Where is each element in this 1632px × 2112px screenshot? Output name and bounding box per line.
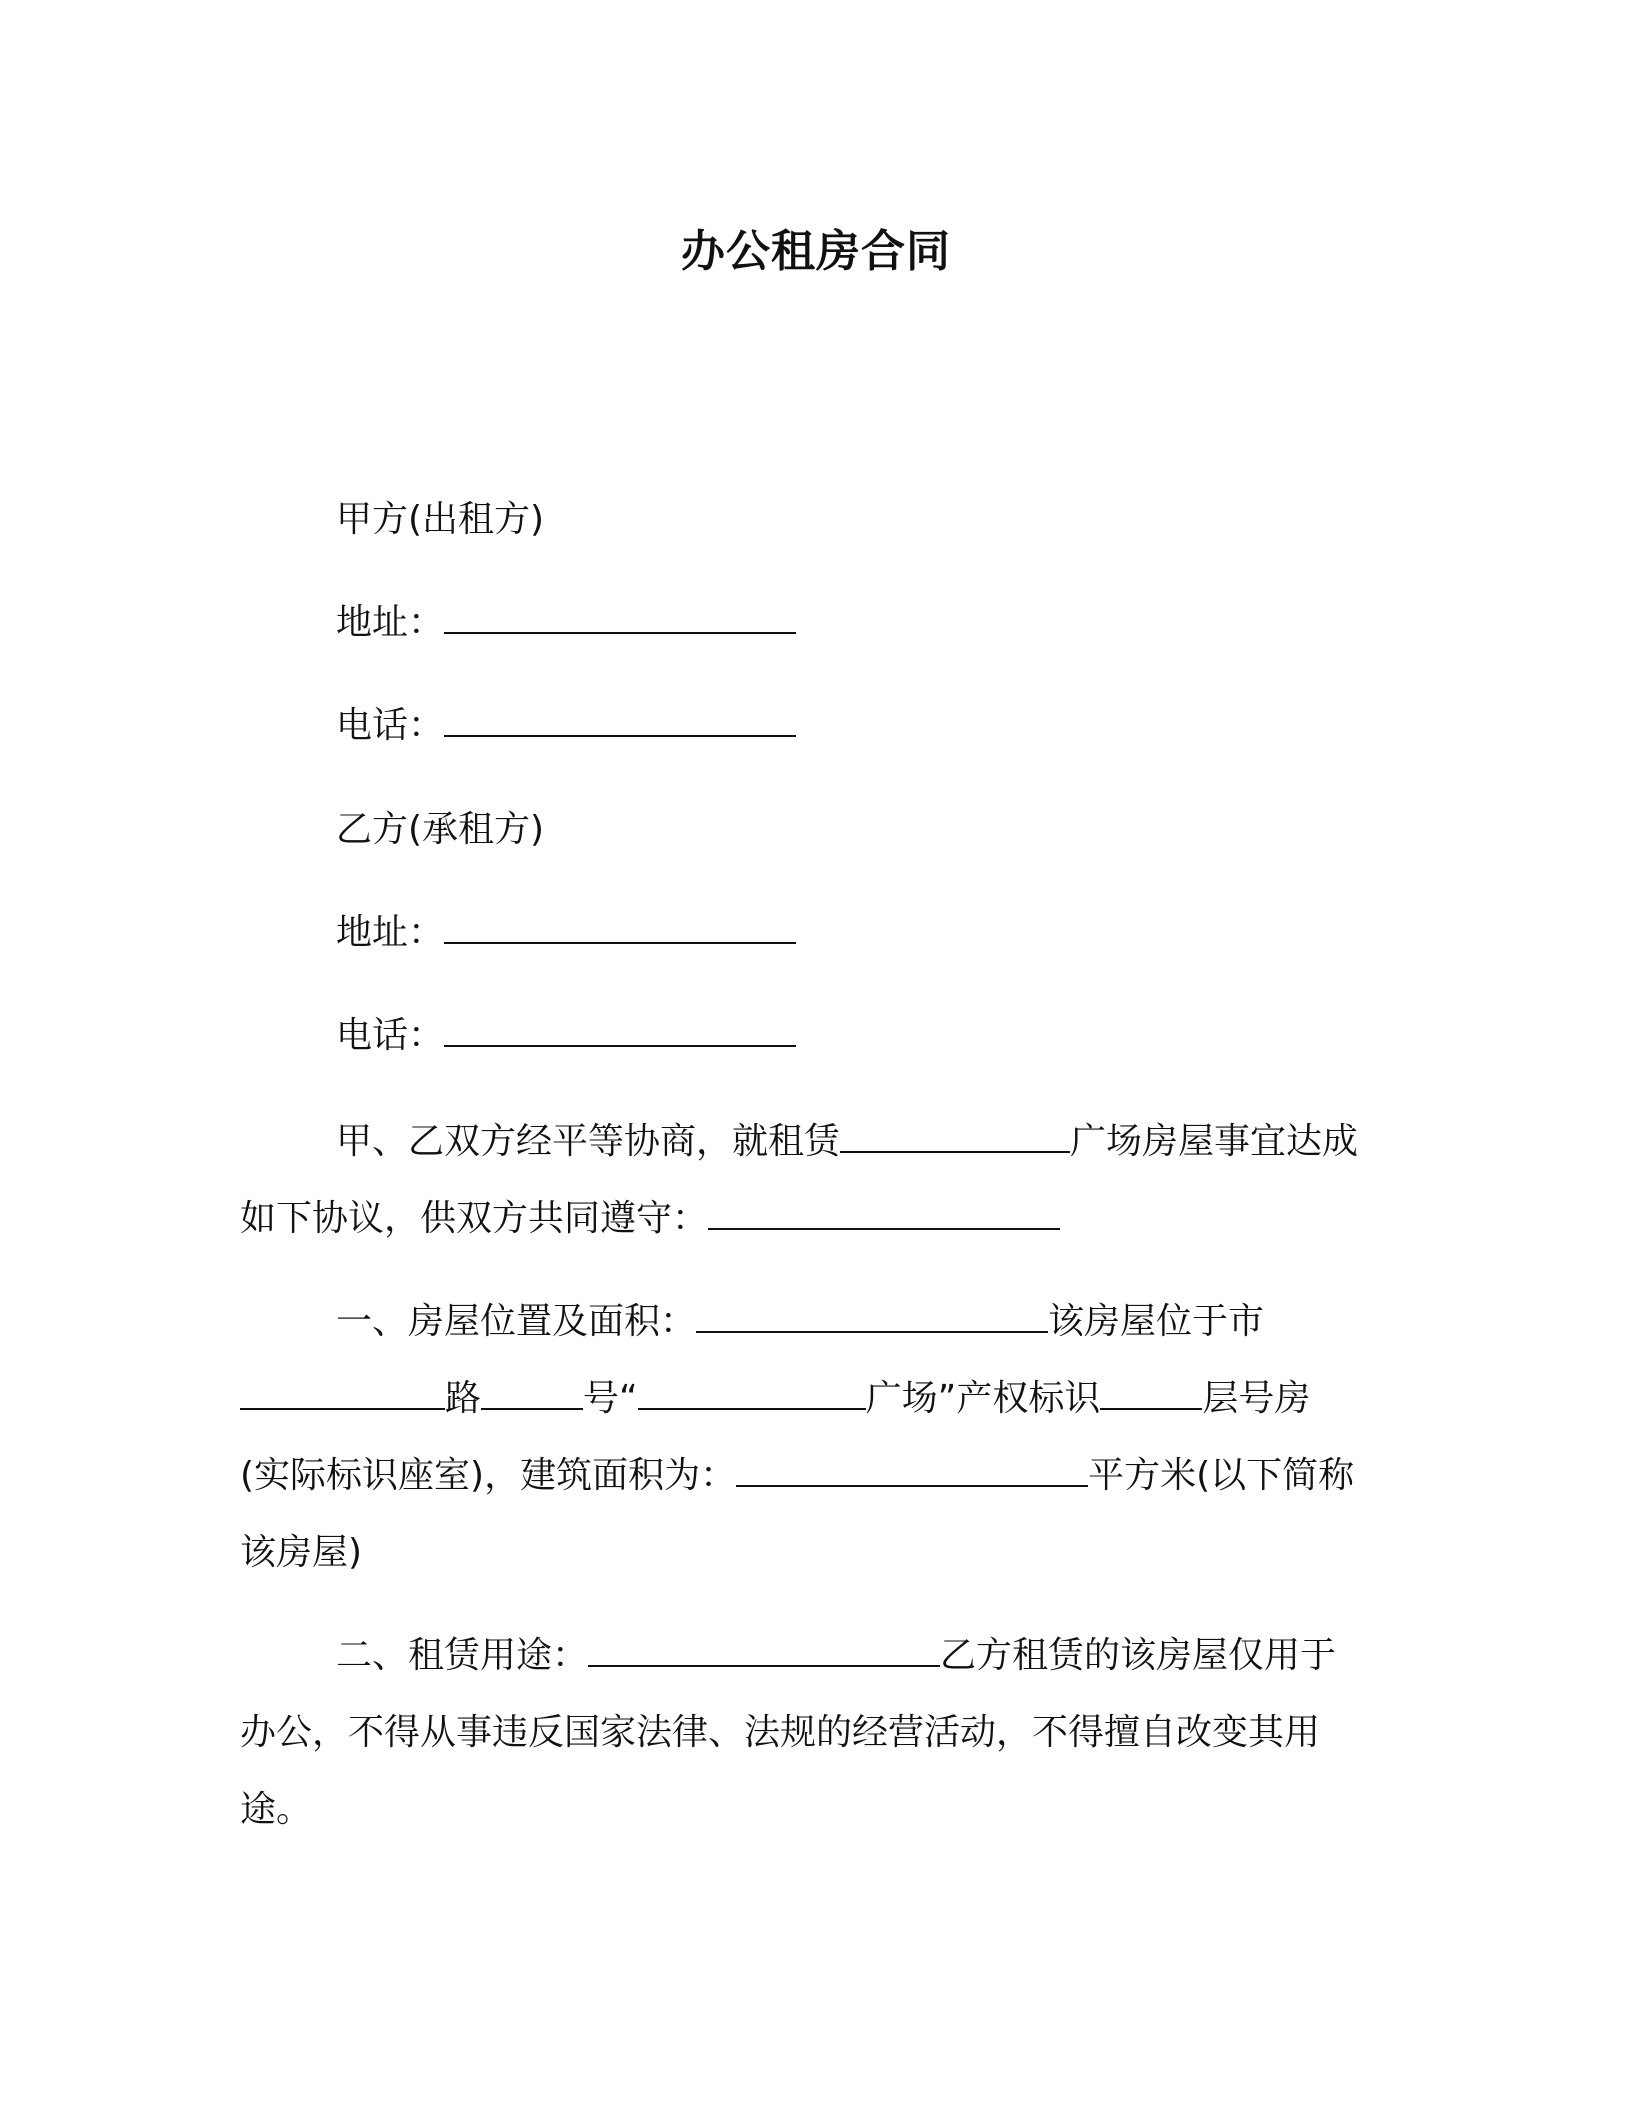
section-2-text-4: 途。 <box>240 1789 313 1830</box>
section-2-text-2: 乙方租赁的该房屋仅用于 <box>940 1635 1337 1676</box>
party-b-address-label: 地址： <box>336 912 445 953</box>
section-1-text-4: 号“ <box>583 1378 638 1419</box>
section-1-text-2: 该房屋位于市 <box>1048 1301 1265 1342</box>
section-2-row-1 <box>240 1617 1400 1694</box>
section-1-text-7: (实际标识座室)，建筑面积为： <box>240 1455 737 1496</box>
party-a-heading <box>336 494 544 546</box>
section-2-row-2 <box>240 1694 1400 1771</box>
party-b-phone-label: 电话： <box>336 1015 445 1056</box>
section-1-city-blank[interactable] <box>240 1378 445 1410</box>
party-b-heading <box>336 804 544 856</box>
intro-paragraph <box>240 1103 1400 1257</box>
section-1-row-2 <box>240 1360 1400 1437</box>
section-2-purpose-blank[interactable] <box>588 1635 940 1667</box>
party-a-address-label: 地址： <box>336 602 445 643</box>
intro-row-1 <box>240 1103 1400 1180</box>
section-1-row-4 <box>240 1514 1400 1591</box>
section-1-plaza-blank[interactable] <box>638 1378 866 1410</box>
intro-row-2 <box>240 1180 1400 1257</box>
section-1-row-1 <box>240 1283 1400 1360</box>
section-2-paragraph <box>240 1617 1400 1848</box>
section-1-text-6: 层号房 <box>1202 1378 1311 1419</box>
party-a-phone-blank[interactable] <box>444 705 796 737</box>
document-title: 办公租房合同 <box>681 226 951 277</box>
party-b-address-blank[interactable] <box>444 912 796 944</box>
party-a-phone-line <box>336 700 796 752</box>
party-a-heading-text: 甲方(出租方) <box>336 499 545 540</box>
section-1-text-9: 该房屋) <box>240 1532 363 1573</box>
intro-end-blank[interactable] <box>708 1198 1060 1230</box>
party-b-address-line <box>336 907 796 959</box>
section-2-text-1: 二、租赁用途： <box>336 1635 589 1676</box>
party-a-address-line <box>336 597 796 649</box>
party-a-phone-label: 电话： <box>336 705 445 746</box>
party-b-heading-text: 乙方(承租方) <box>336 809 545 850</box>
section-1-paragraph <box>240 1283 1400 1591</box>
party-a-address-blank[interactable] <box>444 602 796 634</box>
section-1-text-3: 路 <box>445 1378 482 1419</box>
section-1-text-8: 平方米(以下简称 <box>1088 1455 1355 1496</box>
intro-plaza-blank[interactable] <box>840 1121 1070 1153</box>
section-1-floor-blank[interactable] <box>1100 1378 1202 1410</box>
party-b-phone-line <box>336 1010 796 1062</box>
section-1-text-5: 广场”产权标识 <box>865 1378 1101 1419</box>
section-2-row-3 <box>240 1771 1400 1848</box>
section-1-text-1: 一、房屋位置及面积： <box>336 1301 697 1342</box>
section-1-row-3 <box>240 1437 1400 1514</box>
section-1-building-area-blank[interactable] <box>736 1455 1088 1487</box>
party-b-phone-blank[interactable] <box>444 1015 796 1047</box>
section-1-road-blank[interactable] <box>481 1378 583 1410</box>
intro-text-3: 如下协议，供双方共同遵守： <box>240 1198 709 1239</box>
section-2-text-3: 办公，不得从事违反国家法律、法规的经营活动，不得擅自改变其用 <box>240 1712 1321 1753</box>
intro-text-1: 甲、乙双方经平等协商，就租赁 <box>336 1121 841 1162</box>
intro-text-2: 广场房屋事宜达成 <box>1070 1121 1359 1162</box>
section-1-area-blank[interactable] <box>696 1301 1048 1333</box>
